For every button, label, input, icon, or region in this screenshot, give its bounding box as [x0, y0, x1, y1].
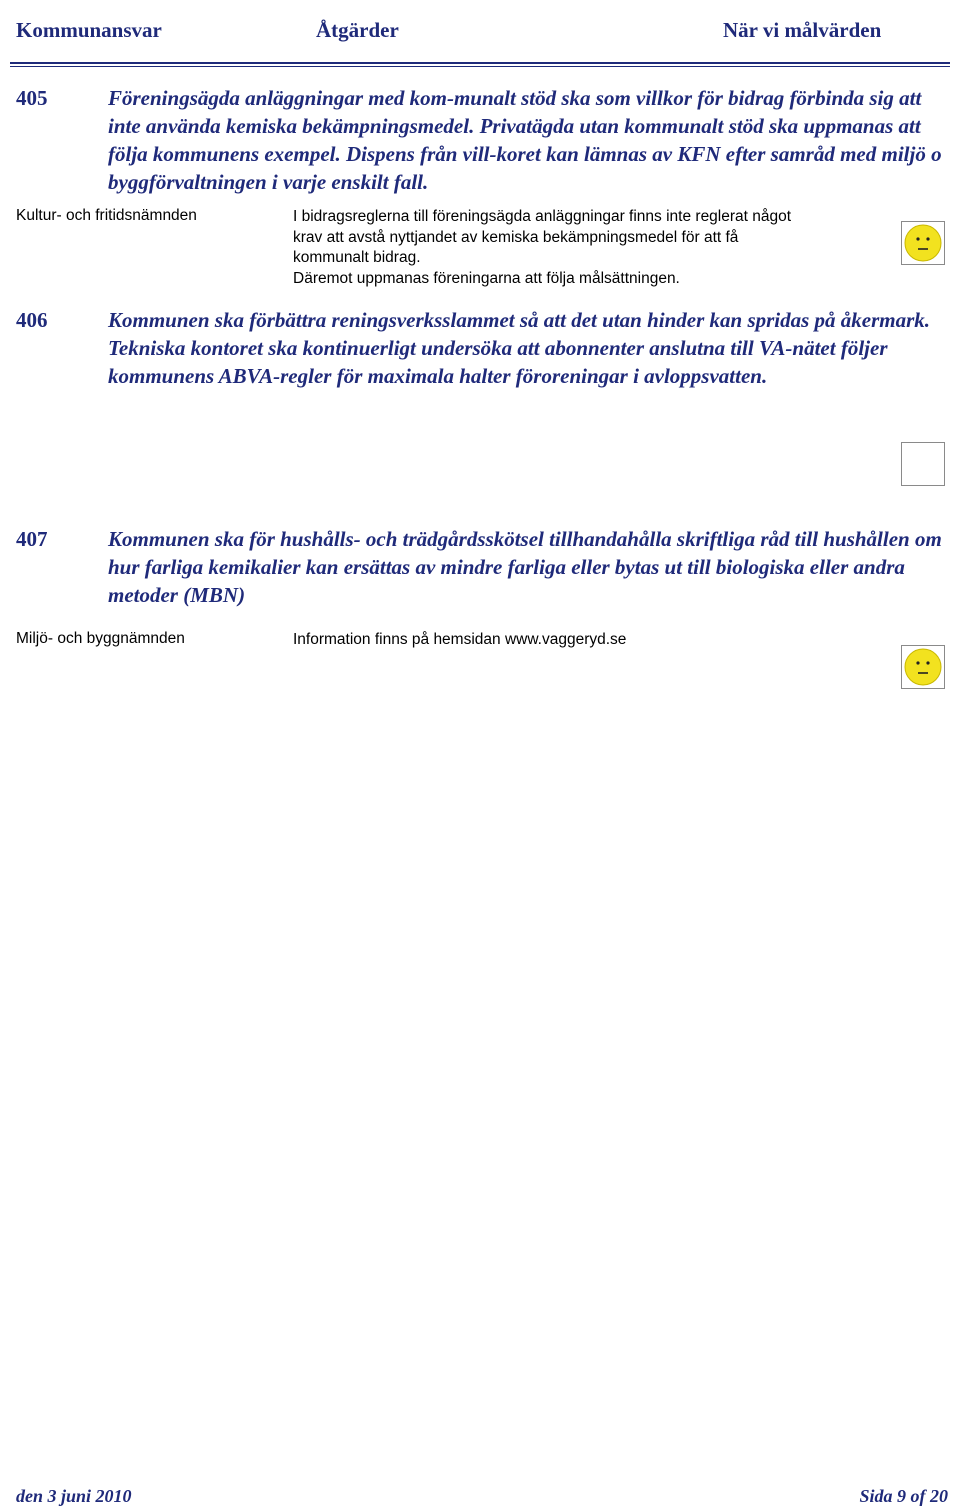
header-measures: Åtgärder — [316, 18, 399, 42]
measure-text — [293, 207, 883, 289]
neutral-face-icon — [902, 646, 944, 688]
status-indicator-empty — [901, 442, 945, 486]
header-responsible: Kommunansvar — [16, 18, 162, 42]
item-goal-text: Föreningsägda anläggningar med kom-munalt stöd ska som villkor för bidrag förbinda sig att inte använda kemiska bekämpningsmedel. Privatägda utan kommunalt stöd ska uppmanas att följa kommunens exempel. Dispens från vill-koret kan lämnas av KFN efter samråd med miljö o byggförvaltningen i varje enskilt fall. — [108, 86, 942, 194]
responsible-committee: Miljö- och byggnämnden — [16, 630, 185, 647]
responsible-committee: Kultur- och fritidsnämnden — [16, 207, 197, 224]
footer-date: den 3 juni 2010 — [16, 1486, 132, 1506]
measure-line: krav att avstå nyttjandet av kemiska bekämpningsmedel för att få — [293, 228, 739, 246]
item-goal-text: Kommunen ska för hushålls- och trädgårdsskötsel tillhandahålla skriftliga råd till hushållen om hur farliga kemikalier kan ersättas av mindre farliga eller bytas ut till biologiska eller andra metoder (MBN) — [108, 527, 942, 607]
header-goal: När vi målvärden — [723, 18, 882, 42]
header-divider-thin — [10, 66, 950, 67]
measure-line: Information finns på hemsidan www.vaggeryd.se — [293, 631, 627, 648]
item-goal-text: Kommunen ska förbättra reningsverksslammet så att det utan hinder kan spridas på åkermark. Tekniska kontoret ska kontinuerligt undersöka att abonnenter anslutna till VA-nätet följer kommunens ABVA-regler för maximala halter föroreningar i avloppsvatten. — [108, 308, 931, 388]
status-indicator — [901, 645, 945, 689]
measure-line: I bidragsreglerna till föreningsägda anläggningar finns inte reglerat något — [293, 208, 792, 225]
item-number: 407 — [16, 527, 48, 551]
footer-page-number: Sida 9 of 20 — [859, 1486, 948, 1506]
table-header — [0, 0, 960, 62]
status-indicator — [901, 221, 945, 265]
header-divider — [10, 62, 950, 64]
measure-line: Däremot uppmanas föreningarna att följa målsättningen. — [293, 269, 680, 287]
measure-text — [293, 630, 883, 651]
item-number: 406 — [16, 308, 48, 332]
measure-line: kommunalt bidrag. — [293, 249, 421, 266]
neutral-face-icon — [902, 222, 944, 264]
item-number: 405 — [16, 86, 48, 110]
